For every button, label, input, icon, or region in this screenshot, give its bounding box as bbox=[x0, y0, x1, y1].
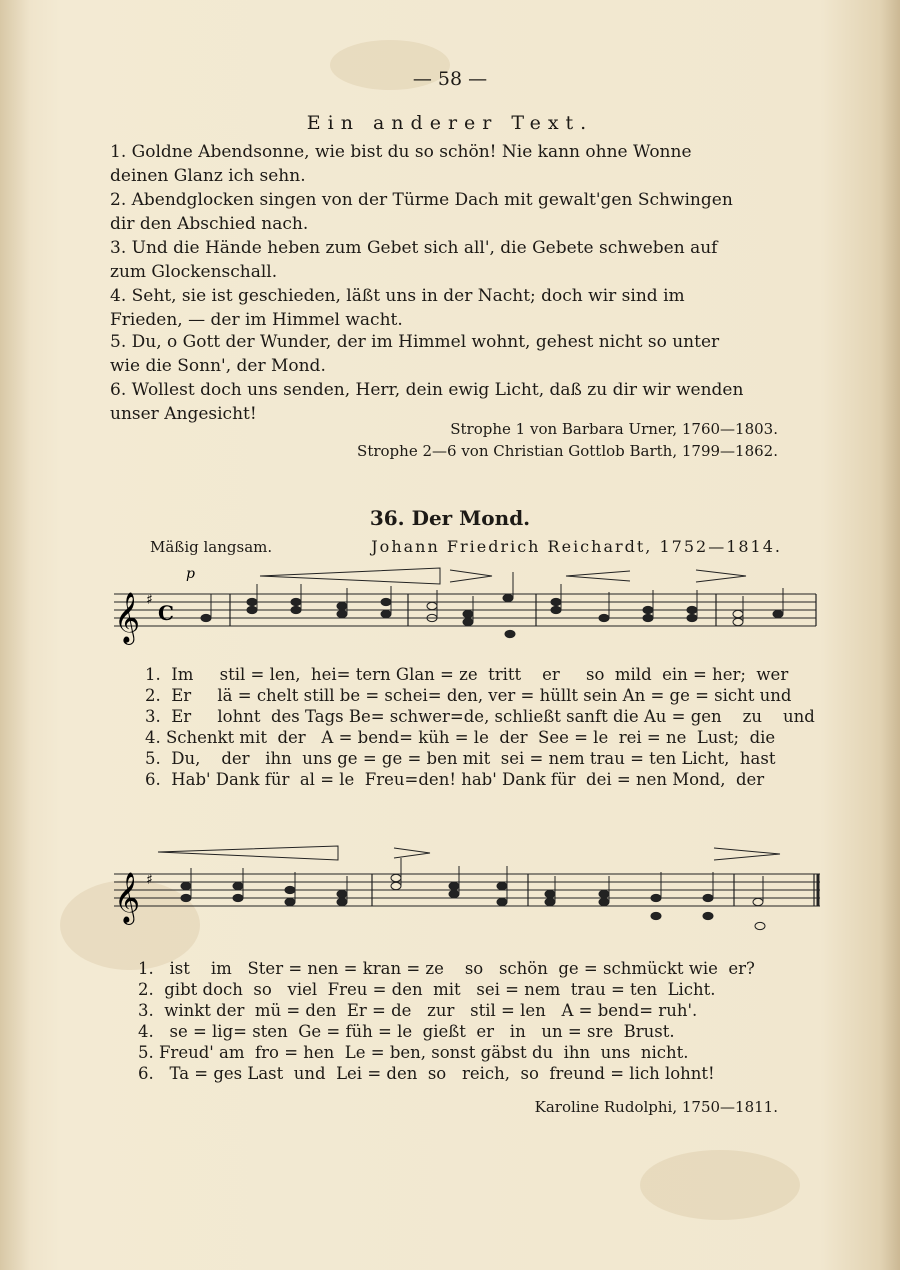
lyrics-system-2 bbox=[138, 958, 755, 1084]
verse-line: deinen Glanz ich sehn. bbox=[110, 166, 306, 186]
common-time-icon: C bbox=[158, 601, 174, 625]
verse-line: 2. Abendglocken singen von der Türme Dach mit gewalt'gen Schwingen bbox=[110, 190, 733, 210]
key-signature-sharp-icon: ♯ bbox=[146, 872, 153, 888]
verse-line: 4. Seht, sie ist geschieden, läßt uns in der Nacht; doch wir sind im bbox=[110, 286, 685, 306]
song-title: 36. Der Mond. bbox=[369, 506, 531, 530]
dynamic-marking: p bbox=[186, 566, 195, 582]
lyricist-credit: Karoline Rudolphi, 1750—1811. bbox=[534, 1098, 778, 1116]
notes bbox=[181, 858, 765, 930]
verse-line: Frieden, — der im Himmel wacht. bbox=[110, 310, 403, 330]
lyric-line: 6. Ta = ges Last und Lei = den so reich, so freund = lich lohnt! bbox=[138, 1064, 715, 1083]
page-number: — 58 — bbox=[412, 68, 488, 90]
verse-4 bbox=[110, 284, 815, 332]
crescendo-hairpin bbox=[260, 568, 440, 584]
treble-clef-icon: 𝄞 bbox=[114, 872, 141, 923]
lyric-line: 3. winkt der mü = den Er = de zur stil = len A = bend= ruh'. bbox=[138, 1001, 698, 1020]
verse-line: 1. Goldne Abendsonne, wie bist du so schön! Nie kann ohne Wonne bbox=[110, 142, 692, 162]
lyric-line: 1. ist im Ster = nen = kran = ze so schön ge = schmückt wie er? bbox=[138, 959, 755, 978]
music-staff-system-1 bbox=[110, 558, 820, 658]
verse-line: wie die Sonn', der Mond. bbox=[110, 356, 326, 376]
lyric-line: 3. Er lohnt des Tags Be= schwer=de, schließt sanft die Au = gen zu und bbox=[145, 707, 815, 726]
verse-line: 6. Wollest doch uns senden, Herr, dein ewig Licht, daß zu dir wir wenden bbox=[110, 380, 744, 400]
decrescendo-hairpin bbox=[714, 848, 780, 860]
notes bbox=[201, 572, 783, 638]
lyric-line: 4. Schenkt mit der A = bend= küh = le der See = le rei = ne Lust; die bbox=[145, 728, 776, 747]
lyrics-system-1 bbox=[145, 664, 815, 790]
lyric-line: 2. Er lä = chelt still be = schei= den, ver = hüllt sein An = ge = sicht und bbox=[145, 686, 792, 705]
verse-attribution: Strophe 2—6 von Christian Gottlob Barth, 1799—1862. bbox=[357, 442, 778, 460]
treble-clef-icon: 𝄞 bbox=[114, 592, 141, 643]
lyric-line: 2. gibt doch so viel Freu = den mit sei = nem trau = ten Licht. bbox=[138, 980, 716, 999]
decrescendo-hairpin bbox=[450, 570, 492, 582]
lyric-line: 5. Freud' am fro = hen Le = ben, sonst gäbst du ihn uns nicht. bbox=[138, 1043, 689, 1062]
crescendo-hairpin bbox=[158, 846, 338, 860]
verse-line: 5. Du, o Gott der Wunder, der im Himmel wohnt, gehest nicht so unter bbox=[110, 332, 720, 352]
music-staff-system-2 bbox=[110, 838, 820, 948]
verse-2 bbox=[110, 188, 815, 236]
tempo-marking: Mäßig langsam. bbox=[150, 538, 273, 556]
section-subheading: Ein anderer Text. bbox=[306, 112, 594, 134]
paper-stain bbox=[640, 1150, 800, 1220]
verse-5 bbox=[110, 330, 815, 378]
composer-credit: Johann Friedrich Reichardt, 1752—1814. bbox=[371, 537, 782, 556]
verse-6 bbox=[110, 378, 815, 426]
lyric-line: 1. Im stil = len, hei= tern Glan = ze tritt er so mild ein = her; wer bbox=[145, 665, 789, 684]
verse-line: 3. Und die Hände heben zum Gebet sich all', die Gebete schweben auf bbox=[110, 238, 718, 258]
decrescendo-hairpin bbox=[696, 570, 746, 582]
crescendo-hairpin bbox=[566, 571, 630, 581]
verse-line: zum Glockenschall. bbox=[110, 262, 278, 282]
lyric-line: 4. se = lig= sten Ge = füh = le gießt er in un = sre Brust. bbox=[138, 1022, 675, 1041]
verse-3 bbox=[110, 236, 815, 284]
staff-lines bbox=[114, 874, 820, 906]
verse-attribution: Strophe 1 von Barbara Urner, 1760—1803. bbox=[450, 420, 778, 438]
verse-1 bbox=[110, 140, 815, 188]
lyric-line: 5. Du, der ihn uns ge = ge = ben mit sei = nem trau = ten Licht, hast bbox=[145, 749, 776, 768]
decrescendo-hairpin bbox=[394, 848, 430, 858]
verse-line: dir den Abschied nach. bbox=[110, 214, 309, 234]
verse-line: unser Angesicht! bbox=[110, 404, 257, 424]
key-signature-sharp-icon: ♯ bbox=[146, 592, 153, 608]
lyric-line: 6. Hab' Dank für al = le Freu=den! hab' Dank für dei = nen Mond, der bbox=[145, 770, 765, 789]
